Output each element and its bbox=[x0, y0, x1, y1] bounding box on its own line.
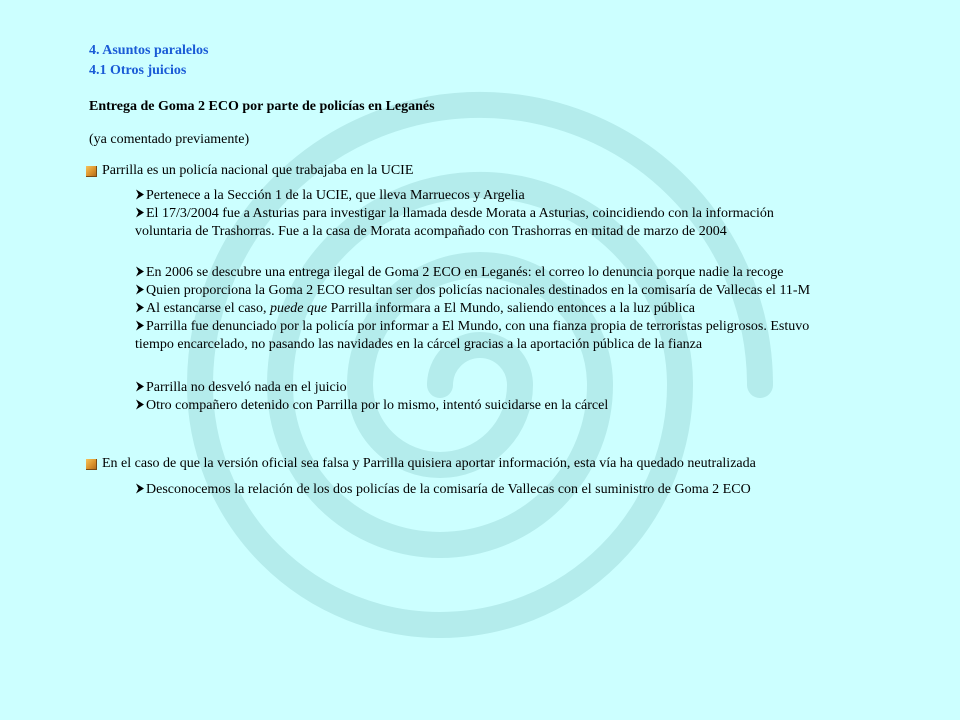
arrow-bullet-icon bbox=[135, 300, 145, 318]
square-bullet-icon bbox=[86, 166, 97, 177]
main-point-1 bbox=[86, 162, 413, 180]
arrow-bullet-icon bbox=[135, 264, 145, 282]
sub-list-3 bbox=[135, 379, 895, 415]
arrow-bullet-icon bbox=[135, 318, 145, 336]
arrow-bullet-icon bbox=[135, 397, 145, 415]
main-point-1-text: Parrilla es un policía nacional que trabajaba en la UCIE bbox=[102, 163, 414, 178]
arrow-bullet-icon bbox=[135, 379, 145, 397]
list-item: Al estancarse el caso, puede que Parrilla informara a El Mundo, saliendo entonces a la luz pública bbox=[135, 300, 895, 318]
main-point-2-text: En el caso de que la versión oficial sea falsa y Parrilla quisiera aportar información, esta vía ha quedado neutralizada bbox=[102, 456, 756, 471]
arrow-bullet-icon bbox=[135, 205, 145, 223]
arrow-bullet-icon bbox=[135, 187, 145, 205]
list-item: Parrilla no desveló nada en el juicio bbox=[135, 379, 895, 397]
note-text: (ya comentado previamente) bbox=[89, 132, 250, 147]
list-item: Quien proporciona la Goma 2 ECO resultan ser dos policías nacionales destinados en la comisaría de Vallecas el 11-M bbox=[135, 282, 895, 300]
subject-title: Entrega de Goma 2 ECO por parte de policías en Leganés bbox=[89, 99, 435, 114]
list-item: Otro compañero detenido con Parrilla por lo mismo, intentó suicidarse en la cárcel bbox=[135, 397, 895, 415]
list-item: En 2006 se descubre una entrega ilegal de Goma 2 ECO en Leganés: el correo lo denuncia porque nadie la recoge bbox=[135, 264, 895, 282]
list-item: Pertenece a la Sección 1 de la UCIE, que lleva Marruecos y Argelia bbox=[135, 187, 895, 205]
list-item: Parrilla fue denunciado por la policía por informar a El Mundo, con una fianza propia de terroristas peligrosos. Estuvo bbox=[135, 318, 895, 336]
list-item-continuation: tiempo encarcelado, no pasando las navidades en la cárcel gracias a la aportación pública de la fianza bbox=[135, 337, 703, 352]
list-item: El 17/3/2004 fue a Asturias para investigar la llamada desde Morata a Asturias, coincidiendo con la información bbox=[135, 205, 895, 223]
subsection-heading: 4.1 Otros juicios bbox=[89, 63, 187, 78]
sub-list-1 bbox=[135, 187, 895, 241]
section-heading: 4. Asuntos paralelos bbox=[89, 43, 209, 58]
arrow-bullet-icon bbox=[135, 481, 145, 499]
arrow-bullet-icon bbox=[135, 282, 145, 300]
list-item: Desconocemos la relación de los dos policías de la comisaría de Vallecas con el suministro de Goma 2 ECO bbox=[135, 481, 895, 499]
sub-list-4 bbox=[135, 481, 895, 499]
main-point-2 bbox=[86, 455, 756, 473]
list-item-continuation: voluntaria de Trashorras. Fue a la casa de Morata acompañado con Trashorras en mitad de marzo de 2004 bbox=[135, 224, 727, 239]
square-bullet-icon bbox=[86, 459, 97, 470]
sub-list-2 bbox=[135, 264, 895, 354]
